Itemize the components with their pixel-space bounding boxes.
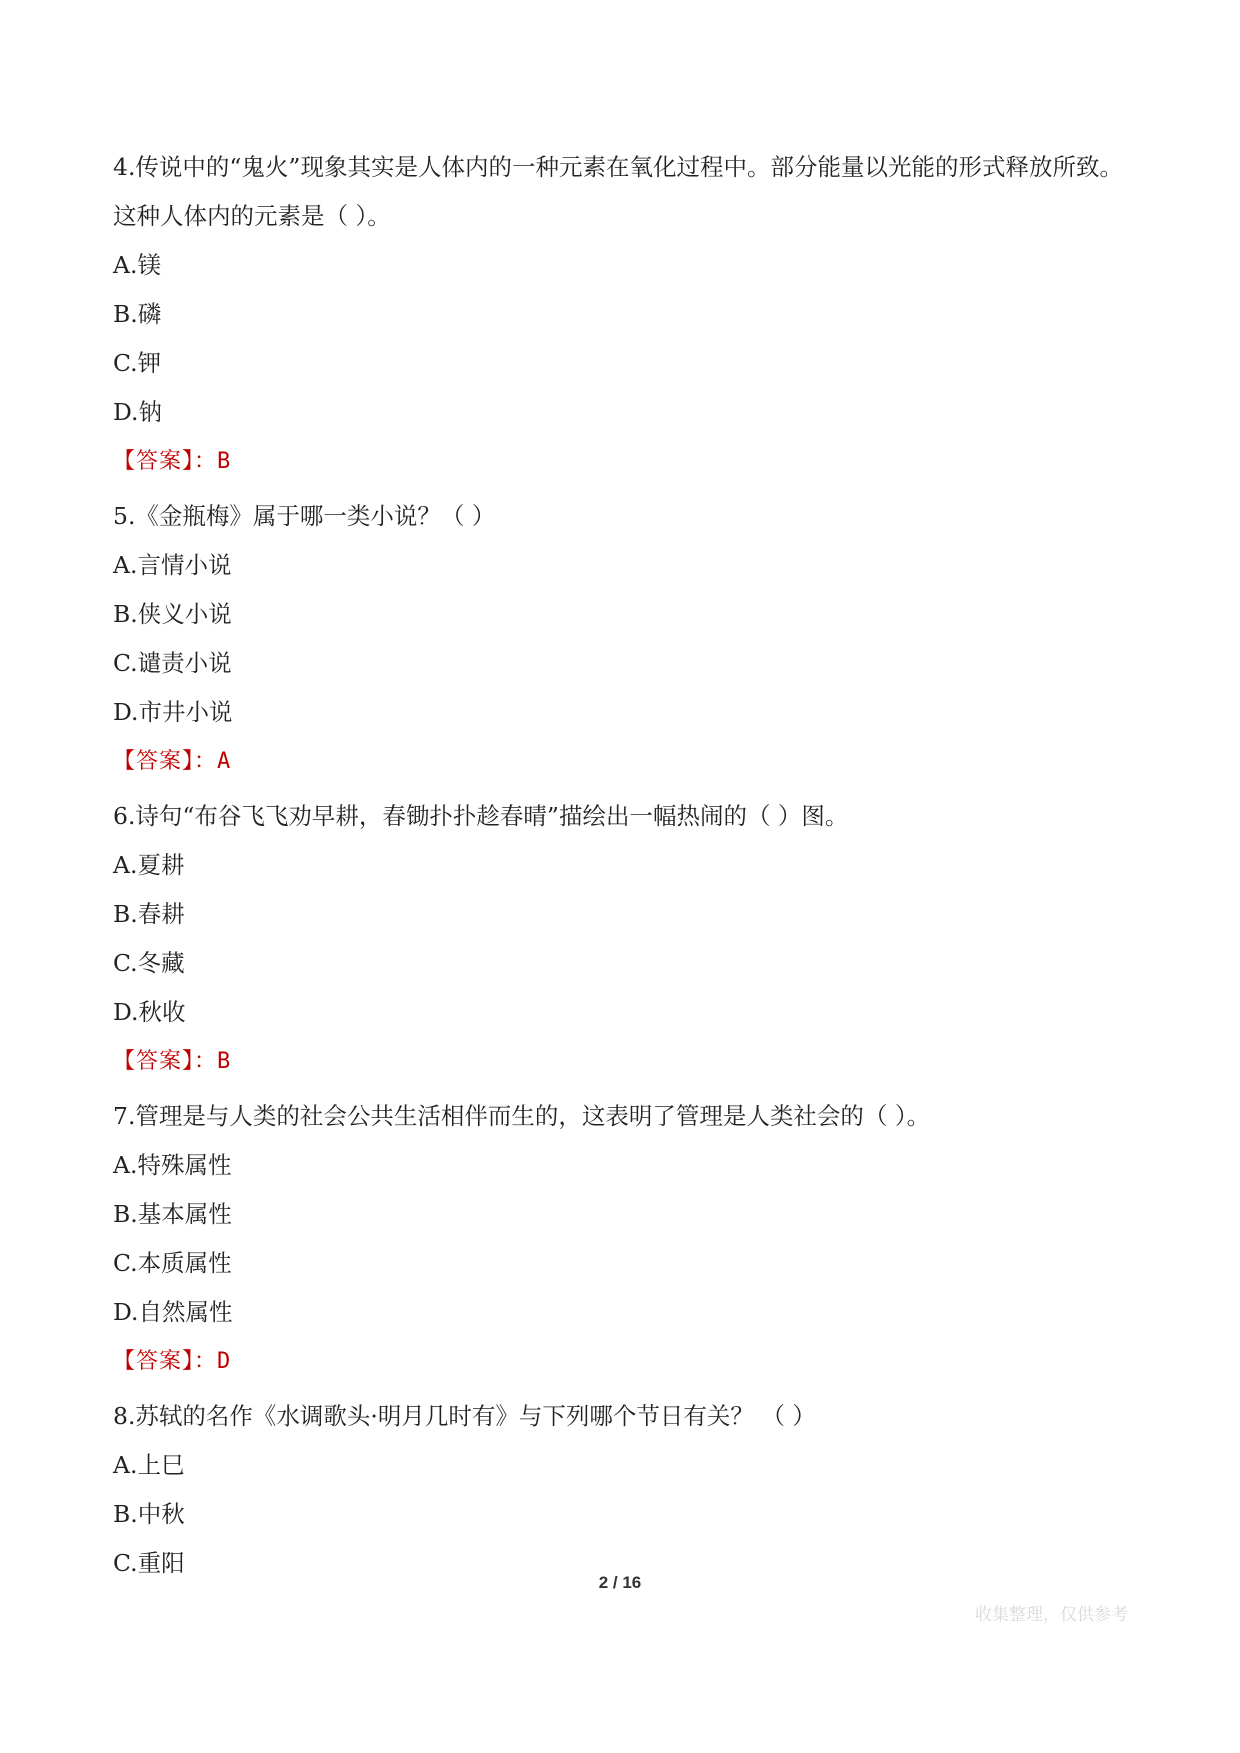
question-block (113, 143, 1128, 486)
page-number: 2 / 16 (598, 1573, 642, 1592)
question-text: 7.管理是与人类的社会公共生活相伴而生的，这表明了管理是人类社会的（ ）。 (113, 1102, 931, 1130)
option-d: D.自然属性 (113, 1298, 233, 1326)
option-b: B.侠义小说 (113, 600, 232, 628)
question-text: 6.诗句“布谷飞飞劝早耕，春锄扑扑趁春晴”描绘出一幅热闹的（ ）图。 (113, 802, 849, 830)
watermark-text: 收集整理，仅供参考 (975, 1605, 1128, 1625)
answer-label: 【答案】：B (113, 449, 232, 474)
option-c: C.重阳 (113, 1549, 185, 1577)
option-b: B.中秋 (113, 1500, 185, 1528)
option-d: D.市井小说 (113, 698, 233, 726)
option-a: A.上巳 (113, 1451, 185, 1479)
option-a: A.镁 (113, 251, 161, 279)
option-d: D.秋收 (113, 998, 186, 1026)
option-d: D.钠 (113, 398, 162, 426)
question-block (113, 1392, 1128, 1588)
option-a: A.夏耕 (113, 851, 185, 879)
option-c: C.钾 (113, 349, 162, 377)
question-list (113, 143, 1128, 1588)
option-c: C.本质属性 (113, 1249, 232, 1277)
option-a: A.特殊属性 (113, 1151, 232, 1179)
answer-label: 【答案】：A (113, 749, 232, 774)
option-c: C.谴责小说 (113, 649, 232, 677)
question-text: 5.《金瓶梅》属于哪一类小说？（ ） (113, 502, 496, 530)
question-text: 4.传说中的“鬼火”现象其实是人体内的一种元素在氧化过程中。部分能量以光能的形式释放所致。这种人体内的元素是（ ）。 (113, 153, 1123, 230)
question-block (113, 1092, 1128, 1386)
question-block (113, 792, 1128, 1086)
question-text: 8.苏轼的名作《水调歌头·明月几时有》与下列哪个节日有关？ （ ） (113, 1402, 816, 1430)
option-c: C.冬藏 (113, 949, 185, 977)
answer-label: 【答案】：D (113, 1349, 232, 1374)
option-b: B.春耕 (113, 900, 185, 928)
option-b: B.磷 (113, 300, 162, 328)
question-block (113, 492, 1128, 786)
option-b: B.基本属性 (113, 1200, 232, 1228)
answer-label: 【答案】：B (113, 1049, 232, 1074)
option-a: A.言情小说 (113, 551, 232, 579)
